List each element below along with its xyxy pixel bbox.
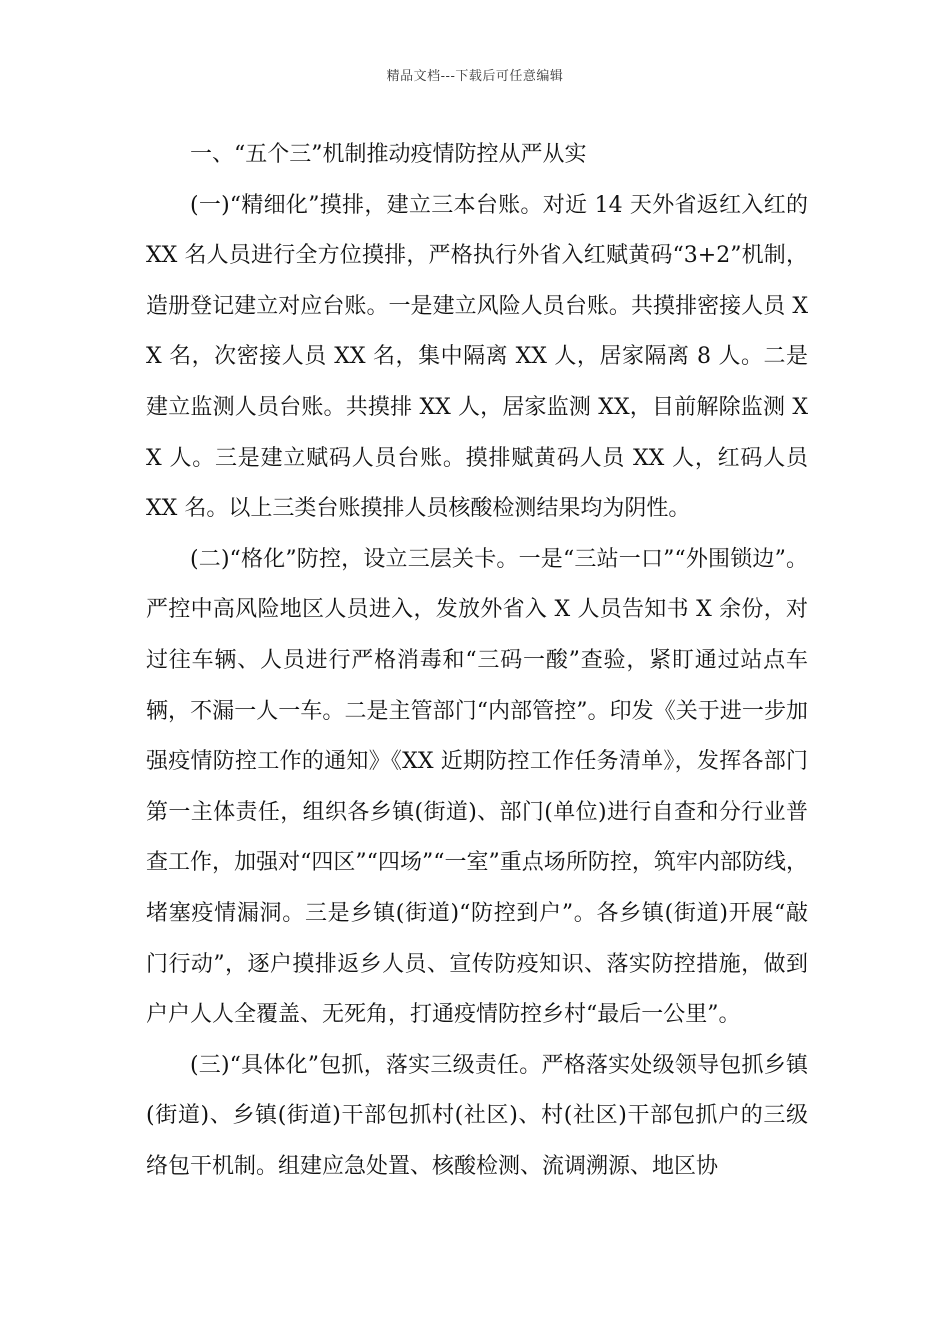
paragraph-3: (三)“具体化”包抓，落实三级责任。严格落实处级领导包抓乡镇(街道)、乡镇(街道)干部包抓村(社区)、村(社区)干部包抓户的三级络包干机制。组建应急处置、核酸检测、流调溯源、地区协	[146, 1052, 808, 1179]
document-body	[146, 130, 808, 1192]
page-header: 精品文档---下载后可任意编辑	[386, 69, 564, 84]
paragraph-2: (二)“格化”防控，设立三层关卡。一是“三站一口”“外围锁边”。严控中高风险地区人员进入，发放外省入 X 人员告知书 X 余份，对过往车辆、人员进行严格消毒和“三码一酸”查验，紧盯通过站点车辆，不漏一人一车。二是主管部门“内部管控”。印发《关于进一步加强疫情防控工作的通知》《XX 近期防控工作任务清单》，发挥各部门第一主体责任，组织各乡镇(街道)、部门(单位)进行自查和分行业普查工作，加强对“四区”“四场”“一室”重点场所防控，筑牢内部防线，堵塞疫情漏洞。三是乡镇(街道)“防控到户”。各乡镇(街道)开展“敲门行动”，逐户摸排返乡人员、宣传防疫知识、落实防控措施，做到户户人人全覆盖、无死角，打通疫情防控乡村“最后一公里”。	[146, 546, 808, 1028]
section-title: 一、“五个三”机制推动疫情防控从严从实	[190, 142, 587, 167]
paragraph-1: (一)“精细化”摸排，建立三本台账。对近 14 天外省返红入红的 XX 名人员进行全方位摸排，严格执行外省入红赋黄码“3+2”机制，造册登记建立对应台账。一是建立风险人员台账。共摸排密接人员 XX 名，次密接人员 XX 名，集中隔离 XX 人，居家隔离 8 人。二是建立监测人员台账。共摸排 XX 人，居家监测 XX，目前解除监测 XX 人。三是建立赋码人员台账。摸排赋黄码人员 XX 人，红码人员 XX 名。以上三类台账摸排人员核酸检测结果均为阴性。	[146, 192, 808, 522]
